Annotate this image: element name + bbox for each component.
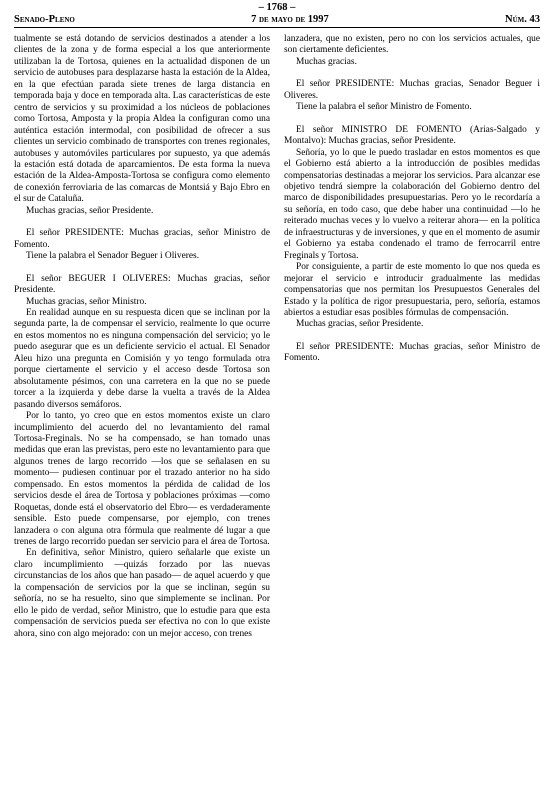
running-header — [14, 14, 540, 28]
paragraph: Tiene la palabra el señor Ministro de Fomento. — [296, 102, 472, 113]
left-column — [14, 34, 270, 798]
paragraph: lanzadera, que no existen, pero no con los servicios actuales, que son ciertamente deficientes. — [284, 34, 540, 56]
paragraph: El señor BEGUER I OLIVERES: Muchas gracias, señor Presidente. — [14, 273, 270, 296]
paragraph: Tiene la palabra el Senador Beguer i Oliveres. — [26, 251, 200, 262]
paragraph: Muchas gracias. — [296, 56, 357, 67]
header-issue-number: Núm. 43 — [505, 14, 540, 25]
header-date: 7 de mayo de 1997 — [251, 14, 329, 25]
paragraph: En definitiva, señor Ministro, quiero señalarle que existe un claro incumplimiento —quizás forzado por las nuevas circunstancias de los años que han pasado— de aquel acuerdo y que la compensación de servicios por la que se inclinan, según su señoría, no se ha resuelto, sino que simplemente se inclinan. Por ello le pido de verdad, señor Ministro, que lo estudie para que esta compensación de servicios pueda ser efectiva no con lo que existe ahora, sino con algo mejorado: con un mejor acceso, con trenes — [14, 548, 270, 639]
page-number: – 1768 – — [258, 2, 296, 13]
paragraph: tualmente se está dotando de servicios destinados a atender a los clientes de la zona y de forma especial a los que anteriormente utilizaban la de Tortosa, quienes en la actualidad disponen de un servicio de autobuses para desplazarse hasta la estación de la Aldea, en la que efectúan parada siete trenes de larga distancia en temporada baja y doce en temporada alta. Las características de este centro de servicios y su proximidad a los núcleos de poblaciones como Tortosa, Amposta y la propia Aldea la configuran como una auténtica estación intermodal, con posibilidad de ofrecer a sus clientes un servicio combinado de transportes con trenes regionales, autobuses y automóviles particulares por supuesto, ya que además la estación está dotada de aparcamientos. De esta forma la nueva estación de la Aldea-Amposta-Tortosa se configura como elemento de conexión ferroviaria de las comarcas de Montsiá y Bajo Ebro en el sur de Cataluña. — [14, 34, 270, 205]
paragraph: El señor PRESIDENTE: Muchas gracias, señor Ministro de Fomento. — [14, 228, 270, 250]
paragraph: Por lo tanto, yo creo que en estos momentos existe un claro incumplimiento del acuerdo del no levantamiento del ramal Tortosa-Freginals. No se ha compensado, se han tomado unas medidas que eran las previstas, pero este no levantamiento para que algunos trenes de largo recorrido —los que se señalasen en su momento— pudiesen continuar por el trazado anterior no ha sido compensado. En estos momentos la pérdida de calidad de los servicios desde el área de Tortosa y poblaciones próximas —como Roquetas, donde está el observatorio del Ebro— es verdaderamente sensible. Esto puede compensarse, por ejemplo, con trenes lanzadera o con alguna otra fórmula que realmente dé lugar a que trenes de largo recorrido puedan ser servicio para el área de Tortosa. — [14, 411, 270, 548]
paragraph: Muchas gracias, señor Presidente. — [26, 205, 154, 216]
paragraph: Por consiguiente, a partir de este momento lo que nos queda es mejorar el servicio e introducir gradualmente las medidas compensatorias que nos permitan los Presupuestos Generales del Estado y la política de rigor presupuestaria, pero, señoría, estamos abiertos a estudiar esas posibles fórmulas de compensación. — [284, 262, 540, 318]
paragraph: El señor PRESIDENTE: Muchas gracias, señor Ministro de Fomento. — [284, 341, 540, 364]
right-column — [284, 34, 540, 798]
paragraph: Muchas gracias, señor Ministro. — [26, 296, 147, 307]
paragraph: El señor PRESIDENTE: Muchas gracias, Senador Beguer i Oliveres. — [284, 79, 540, 101]
header-publication: Senado-Pleno — [14, 14, 75, 25]
paragraph: El señor MINISTRO DE FOMENTO (Arias-Salgado y Montalvo): Muchas gracias, señor Presidente. — [284, 124, 540, 147]
paragraph: Señoría, yo lo que le puedo trasladar en estos momentos es que el Gobierno está abierto a la introducción de posibles medidas compensatorias destinadas a mejorar los servicios. Para alcanzar ese objetivo tendrá siempre la colaboración del Gobierno dentro del marco de disponibilidades presupuestarias. Pero yo le recordaría a su señoría, en todo caso, que debe haber una continuidad —lo he reiterado muchas veces y lo vuelvo a reiterar ahora— en la política de infraestructuras y de inversiones, y que en el momento de asumir el Gobierno ya estaba condenado el tramo de ferrocarril entre Freginals y Tortosa. — [284, 147, 540, 261]
paragraph: En realidad aunque en su respuesta dicen que se inclinan por la segunda parte, la de compensar el servicio, realmente lo que ocurre en estos momentos no es ninguna compensación del servicio; yo le puedo asegurar que es un deficiente servicio el actual. El Senador Aleu hizo una pregunta en Comisión y yo tengo formulada otra porque ciertamente el servicio y el acceso desde Tortosa son absolutamente pésimos, con una carretera en la que no se puede torcer a la izquierda y debe darse la vuelta a través de la Aldea pasando diversos semáforos. — [14, 307, 270, 410]
paragraph: Muchas gracias, señor Presidente. — [296, 319, 424, 330]
text-columns — [14, 34, 540, 798]
